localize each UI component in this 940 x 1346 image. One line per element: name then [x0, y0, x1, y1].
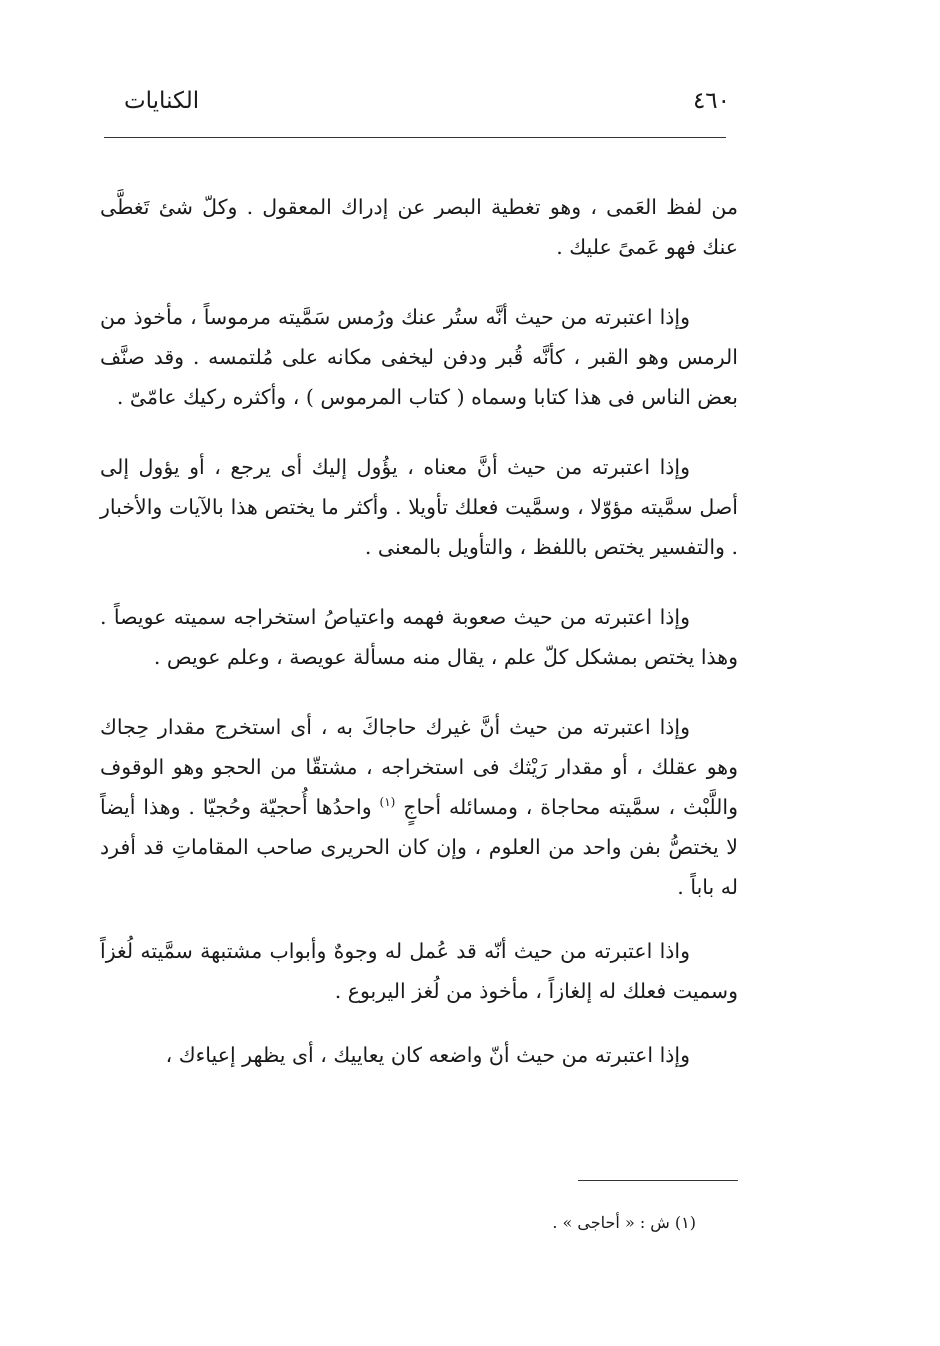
body-text — [100, 187, 738, 1105]
paragraph-3: وإذا اعتبرته من حيث أنَّ معناه ، يؤُول إليك أى يرجع ، أو يؤول إلى أصل سمَّيته مؤوّلا ، وسمَّيت فعلك تأويلا . وأكثر ما يختص هذا بالآيات والأخبار . والتفسير يختص باللفظ ، والتأويل بالمعنى . — [100, 455, 738, 559]
footnote-rule — [578, 1180, 738, 1181]
running-head: الكنايات — [124, 88, 200, 114]
page-number: ٤٦٠ — [692, 88, 730, 114]
paragraph-2: وإذا اعتبرته من حيث أنَّه ستُر عنك ورُمس سَمَّيته مرموساً ، مأخوذ من الرمس وهو القبر ، كأنَّه قُبر ودفن ليخفى مكانه على مُلتمسه . وقد صنَّف بعض الناس فى هذا كتابا وسماه ( كتاب المرموس ) ، وأكثره ركيك عامّىّ . — [100, 305, 738, 409]
paragraph-1: من لفظ العَمى ، وهو تغطية البصر عن إدراك المعقول . وكلّ شئ تَغطَّى عنك فهو عَمىً عليك . — [100, 195, 738, 259]
paragraph-6: واذا اعتبرته من حيث أنّه قد عُمل له وجوهٌ وأبواب مشتبهة سمَّيته لُغزاً وسميت فعلك له إلغازاً ، مأخوذ من لُغز اليربوع . — [100, 939, 738, 1003]
paragraph-5 — [100, 707, 738, 907]
footnote: (١) ش : « أحاجى » . — [552, 1213, 696, 1232]
paragraph-5-text-after-note: واحدُها أُحجيّة وحُجيّا . وهذا أيضاً لا يختصُّ بفن واحد من العلوم ، وإن كان الحريرى صاحب المقاماتِ قد أفرد له باباً . — [100, 795, 738, 899]
paragraph-7: وإذا اعتبرته من حيث أنّ واضعه كان يعاييك ، أى يظهر إعياءك ، — [165, 1043, 690, 1067]
page-header — [100, 84, 736, 124]
footnote-reference-mark: (١) — [379, 795, 396, 810]
paragraph-4: وإذا اعتبرته من حيث صعوبة فهمه واعتياصُ استخراجه سميته عويصاً . وهذا يختص بمشكل كلّ علم ، يقال منه مسألة عويصة ، وعلم عويص . — [100, 605, 738, 669]
paragraph-5-text-before-note: وإذا اعتبرته من حيث أنَّ غيرك حاجاكَ به ، أى استخرج مقدار حِجاك وهو عقلك ، أو مقدار رَيْثك فى استخراجه ، مشتقّا من الحجو وهو الوقوف واللَّبْث ، سمَّيته محاجاة ، ومسائله أحاجٍ — [100, 715, 738, 819]
header-rule — [104, 137, 726, 138]
